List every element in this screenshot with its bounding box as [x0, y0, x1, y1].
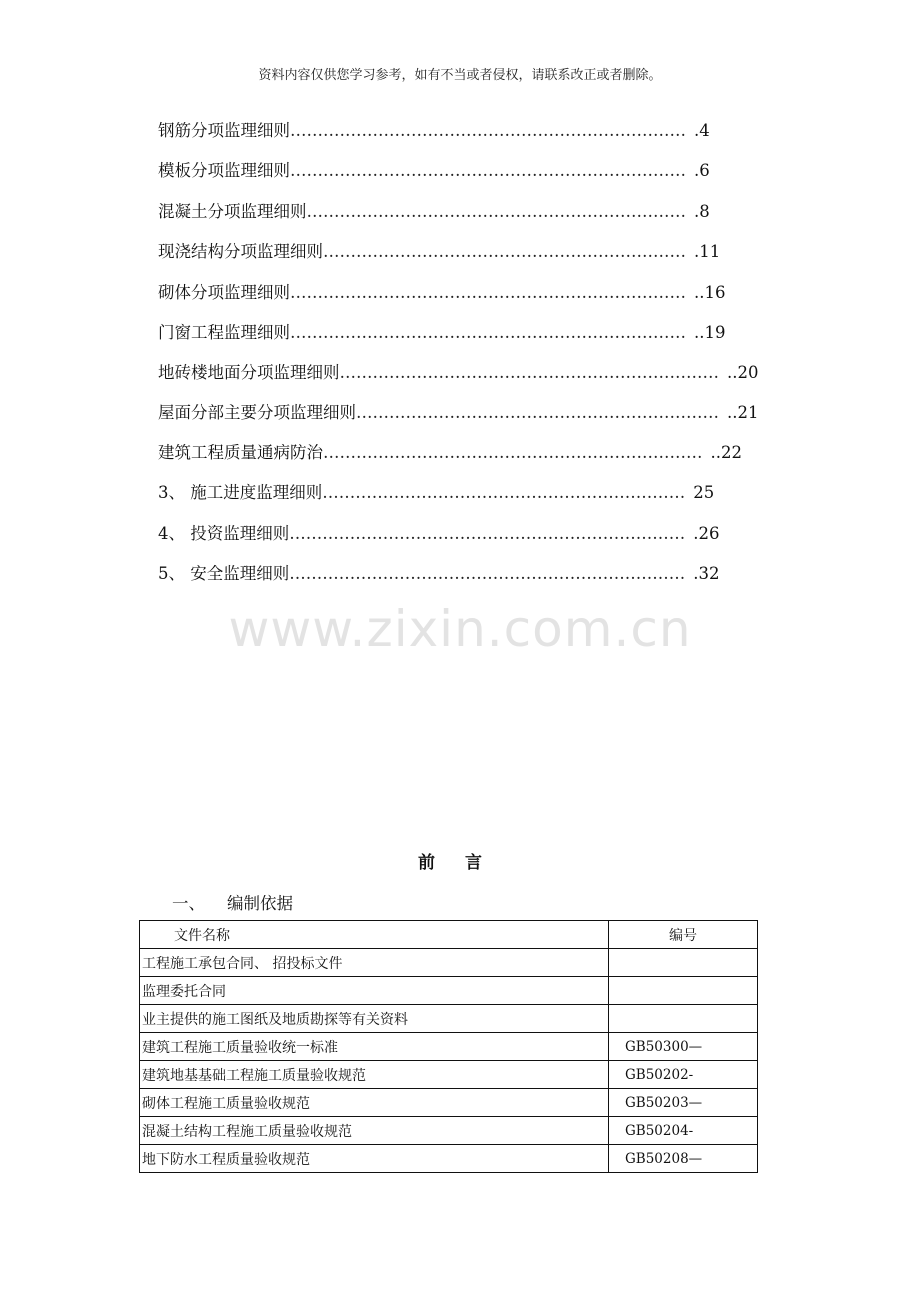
toc-entry-leader: ……………………………………………………………	[323, 443, 703, 462]
toc-entry-page: .26	[693, 524, 720, 543]
document-code-cell: GB50202-	[609, 1061, 758, 1089]
document-name-cell: 建筑工程施工质量验收统一标准	[140, 1033, 609, 1061]
toc-entry-title: 现浇结构分项监理细则	[158, 242, 323, 261]
header-disclaimer: 资料内容仅供您学习参考，如有不当或者侵权，请联系改正或者删除。	[258, 68, 662, 83]
toc-entry-page: ..20	[727, 363, 759, 382]
document-code-cell: GB50208—	[609, 1145, 758, 1173]
toc-entry-page: ..21	[727, 403, 759, 422]
toc-entry-title: 4、 投资监理细则	[158, 524, 290, 543]
table-row	[140, 1089, 758, 1117]
table-row	[140, 1033, 758, 1061]
toc-entry-leader: …………………………………………………………	[322, 483, 686, 502]
toc-entry-title: 砌体分项监理细则	[158, 283, 290, 302]
toc-entry[interactable]	[158, 563, 720, 585]
toc-entry-page: .6	[694, 161, 710, 180]
document-name-cell: 地下防水工程质量验收规范	[140, 1145, 609, 1173]
table-row	[140, 1005, 758, 1033]
toc-entry[interactable]	[158, 241, 720, 263]
toc-entry[interactable]	[158, 322, 726, 344]
toc-entry-title: 建筑工程质量通病防治	[158, 443, 323, 462]
table-row	[140, 1061, 758, 1089]
toc-entry-leader: …………………………………………………………	[356, 403, 719, 422]
toc-entry-title: 门窗工程监理细则	[158, 323, 290, 342]
toc-entry-page: .4	[694, 121, 710, 140]
document-name-cell: 工程施工承包合同、 招投标文件	[140, 949, 609, 977]
toc-entry-title: 3、 施工进度监理细则	[158, 483, 323, 502]
document-name-cell: 监理委托合同	[140, 977, 609, 1005]
table-row	[140, 1145, 758, 1173]
toc-entry-leader: ………………………………………………………………	[290, 323, 686, 342]
document-code-cell: GB50204-	[609, 1117, 758, 1145]
document-name-cell: 混凝土结构工程施工质量验收规范	[140, 1117, 609, 1145]
toc-entry[interactable]	[158, 282, 726, 304]
document-name-cell: 砌体工程施工质量验收规范	[140, 1089, 609, 1117]
document-code-cell	[609, 977, 758, 1005]
toc-entry-title: 钢筋分项监理细则	[158, 121, 290, 140]
toc-entry-page: .32	[693, 564, 720, 583]
toc-entry-title: 屋面分部主要分项监理细则	[158, 403, 356, 422]
table-row	[140, 1117, 758, 1145]
toc-entry-leader: …………………………………………………………	[323, 242, 686, 261]
toc-entry-page: .11	[694, 242, 721, 261]
toc-entry[interactable]	[158, 362, 759, 384]
toc-entry-page: ..16	[694, 283, 726, 302]
toc-entry-leader: ………………………………………………………………	[289, 524, 686, 543]
document-name-cell: 建筑地基基础工程施工质量验收规范	[140, 1061, 609, 1089]
toc-entry-page: ..22	[710, 443, 742, 462]
toc-entry-page: .8	[694, 202, 710, 221]
toc-entry[interactable]	[158, 482, 714, 504]
document-code-cell	[609, 1005, 758, 1033]
document-code-cell: GB50203—	[609, 1089, 758, 1117]
column-header-name: 文件名称	[140, 921, 609, 949]
toc-entry-leader: ………………………………………………………………	[290, 283, 686, 302]
toc-entry-leader: ………………………………………………………………	[290, 121, 686, 140]
toc-entry-title: 混凝土分项监理细则	[158, 202, 307, 221]
toc-entry[interactable]	[158, 201, 710, 223]
section-title: 前言	[418, 853, 512, 873]
toc-entry-title: 5、 安全监理细则	[158, 564, 290, 583]
subsection-text: 编制依据	[227, 894, 293, 913]
toc-entry-page: 25	[693, 483, 715, 502]
toc-entry[interactable]	[158, 160, 710, 182]
toc-entry-leader: ……………………………………………………………	[339, 363, 719, 382]
toc-entry-leader: ………………………………………………………………	[290, 161, 686, 180]
toc-entry-leader: ………………………………………………………………	[289, 564, 686, 583]
subsection-number: 一、	[172, 894, 205, 913]
document-code-cell	[609, 949, 758, 977]
table-row	[140, 949, 758, 977]
table-header-row	[140, 921, 758, 949]
watermark: www.zixin.com.cn	[228, 600, 692, 658]
toc-entry-title: 模板分项监理细则	[158, 161, 290, 180]
document-code-cell: GB50300—	[609, 1033, 758, 1061]
table-row	[140, 977, 758, 1005]
toc-entry-leader: ……………………………………………………………	[306, 202, 686, 221]
toc-entry[interactable]	[158, 402, 759, 424]
toc-entry[interactable]	[158, 442, 742, 464]
reference-documents-table	[139, 920, 758, 1173]
subsection-heading	[172, 890, 293, 914]
toc-entry-page: ..19	[694, 323, 726, 342]
column-header-code: 编号	[609, 921, 758, 949]
toc-entry[interactable]	[158, 523, 720, 545]
toc-entry[interactable]	[158, 120, 710, 142]
document-name-cell: 业主提供的施工图纸及地质勘探等有关资料	[140, 1005, 609, 1033]
toc-entry-title: 地砖楼地面分项监理细则	[158, 363, 340, 382]
